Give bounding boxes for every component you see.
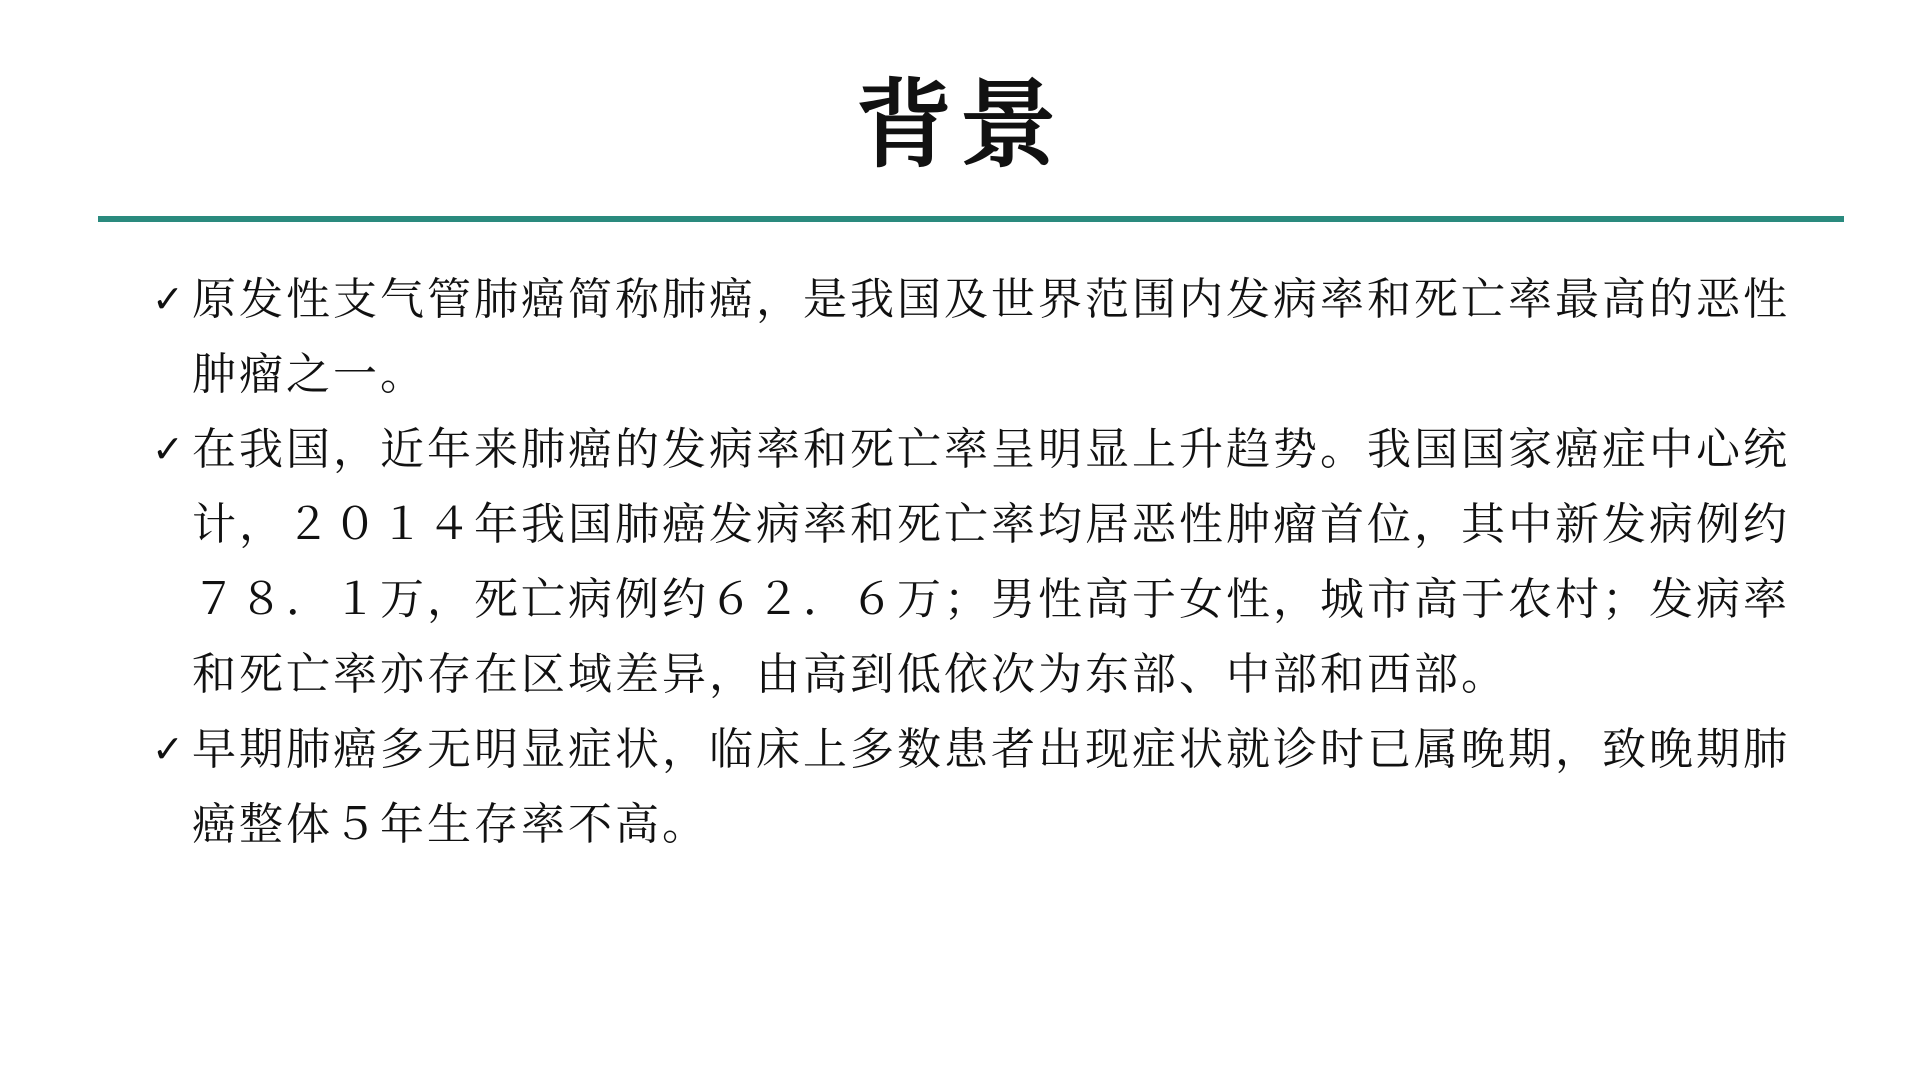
checkmark-icon: ✓ xyxy=(152,277,187,321)
bullet-item xyxy=(152,412,1792,712)
checkmark-icon: ✓ xyxy=(152,427,187,471)
slide-title: 背景 xyxy=(856,68,1064,181)
bullet-item xyxy=(152,262,1792,412)
bullet-text: 在我国，近年来肺癌的发病率和死亡率呈明显上升趋势。我国国家癌症中心统计，２０１４年我国肺癌发病率和死亡率均居恶性肿瘤首位，其中新发病例约７８．１万，死亡病例约６２．６万；男性高于女性，城市高于农村；发病率和死亡率亦存在区域差异，由高到低依次为东部、中部和西部。 xyxy=(192,424,1790,700)
bullet-list xyxy=(152,262,1792,862)
bullet-text: 原发性支气管肺癌简称肺癌，是我国及世界范围内发病率和死亡率最高的恶性肿瘤之一。 xyxy=(192,274,1790,400)
checkmark-icon: ✓ xyxy=(152,727,187,771)
bullet-text: 早期肺癌多无明显症状，临床上多数患者出现症状就诊时已属晚期，致晚期肺癌整体５年生存率不高。 xyxy=(192,724,1790,850)
bullet-item xyxy=(152,712,1792,862)
title-divider xyxy=(98,216,1844,222)
